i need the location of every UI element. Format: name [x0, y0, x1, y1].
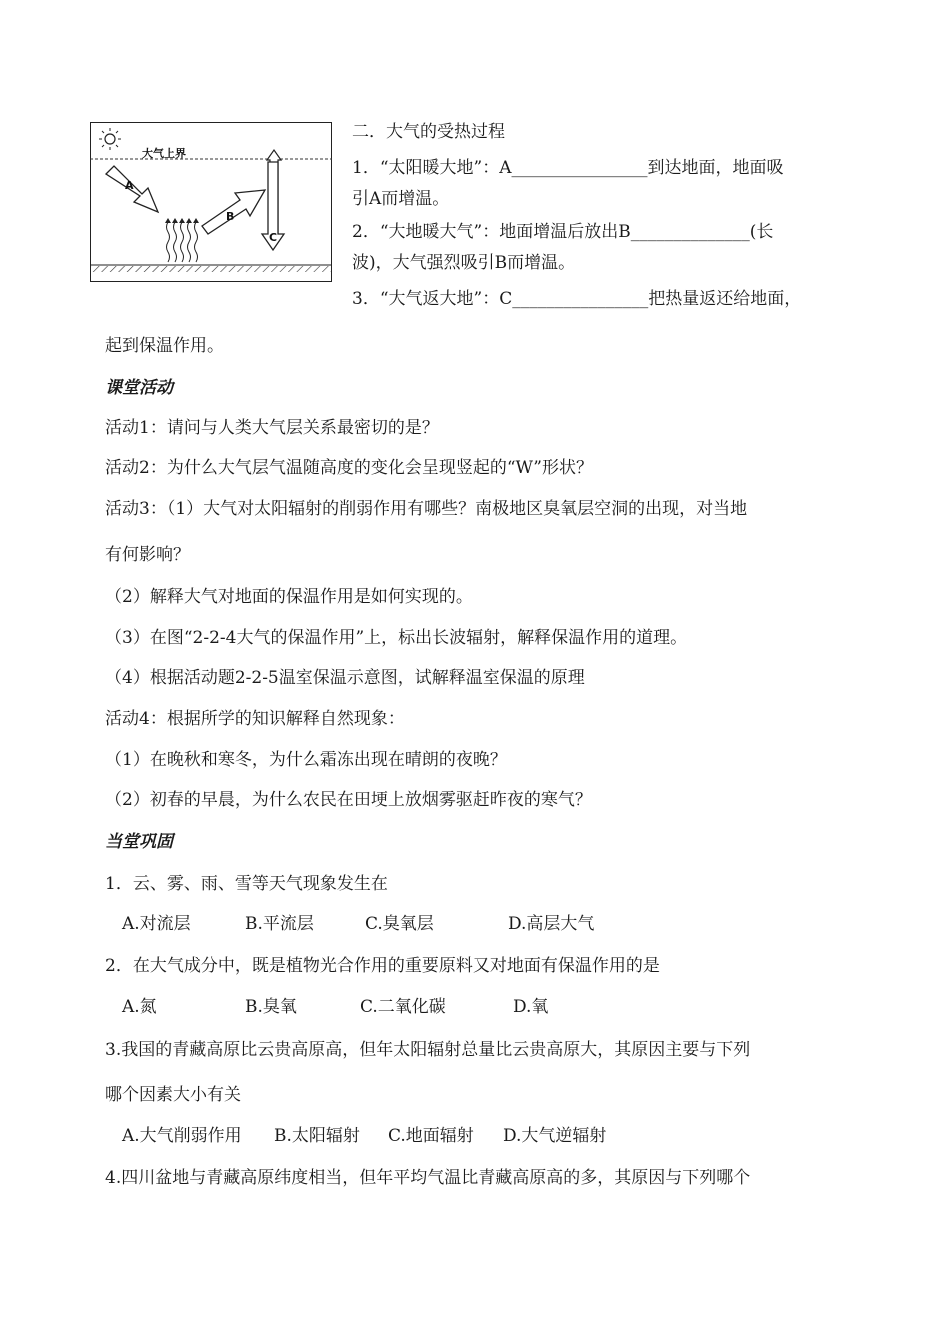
activity-line: 活动4：根据所学的知识解释自然现象： [105, 709, 405, 729]
section-title: 二．大气的受热过程 [352, 122, 505, 142]
item3-line1: 3．“大气返大地”：C________________把热量返还给地面， [352, 289, 802, 309]
label-c: C [269, 231, 278, 244]
activity-line: （2）初春的早晨，为什么农民在田埂上放烟雾驱赶昨夜的寒气？ [105, 790, 592, 810]
item1-line1: 1．“太阳暖大地”：A________________到达地面，地面吸 [352, 158, 784, 178]
item3-line2: 起到保温作用。 [105, 336, 224, 356]
q2-option-d: D.氧 [513, 997, 549, 1017]
q2-stem: 2．在大气成分中，既是植物光合作用的重要原料又对地面有保温作用的是 [105, 956, 660, 976]
q1-option-d: D.高层大气 [508, 914, 595, 934]
label-a: A [125, 179, 134, 192]
q3-option-d: D.大气逆辐射 [503, 1126, 607, 1146]
activity-line: （3）在图“2-2-4大气的保温作用”上，标出长波辐射，解释保温作用的道理。 [105, 628, 688, 648]
q2-option-b: B.臭氧 [245, 997, 297, 1017]
q3-stem-line2: 哪个因素大小有关 [105, 1085, 241, 1105]
activity-line: 活动2：为什么大气层气温随高度的变化会呈现竖起的“W”形状？ [105, 458, 593, 478]
q3-option-c: C.地面辐射 [388, 1126, 474, 1146]
q3-stem-line1: 3.我国的青藏高原比云贵高原高，但年太阳辐射总量比云贵高原大，其原因主要与下列 [105, 1040, 751, 1060]
item2-line1: 2．“大地暖大气”：地面增温后放出B______________(长 [352, 222, 774, 242]
activity-line: （1）在晚秋和寒冬，为什么霜冻出现在晴朗的夜晚？ [105, 750, 507, 770]
q3-option-a: A.大气削弱作用 [122, 1126, 242, 1146]
q2-option-a: A.氮 [122, 997, 157, 1017]
activity-line: 有何影响？ [105, 545, 190, 565]
activity-line: （4）根据活动题2-2-5温室保温示意图，试解释温室保温的原理 [105, 668, 585, 688]
activity-line: （2）解释大气对地面的保温作用是如何实现的。 [105, 587, 473, 607]
activity-line: 活动3：（1）大气对太阳辐射的削弱作用有哪些？南极地区臭氧层空洞的出现，对当地 [105, 499, 748, 519]
q3-option-b: B.太阳辐射 [274, 1126, 360, 1146]
item1-line2: 引A而增温。 [352, 189, 450, 209]
upper-boundary-label: 大气上界 [142, 147, 186, 160]
item2-line2: 波)，大气强烈吸引B而增温。 [352, 253, 576, 273]
q2-option-c: C.二氧化碳 [360, 997, 446, 1017]
q4-stem-line1: 4.四川盆地与青藏高原纬度相当，但年平均气温比青藏高原高的多，其原因与下列哪个 [105, 1168, 751, 1188]
classroom-heading: 课堂活动 [105, 378, 173, 398]
q1-option-c: C.臭氧层 [365, 914, 434, 934]
q1-stem: 1．云、雾、雨、雪等天气现象发生在 [105, 874, 388, 894]
activity-line: 活动1：请问与人类大气层关系最密切的是？ [105, 418, 439, 438]
atmosphere-heating-diagram [90, 122, 332, 282]
label-b: B [226, 210, 235, 223]
consolidation-heading: 当堂巩固 [105, 832, 173, 852]
q1-option-b: B.平流层 [245, 914, 314, 934]
q1-option-a: A.对流层 [122, 914, 191, 934]
ground-hatching [91, 266, 331, 272]
